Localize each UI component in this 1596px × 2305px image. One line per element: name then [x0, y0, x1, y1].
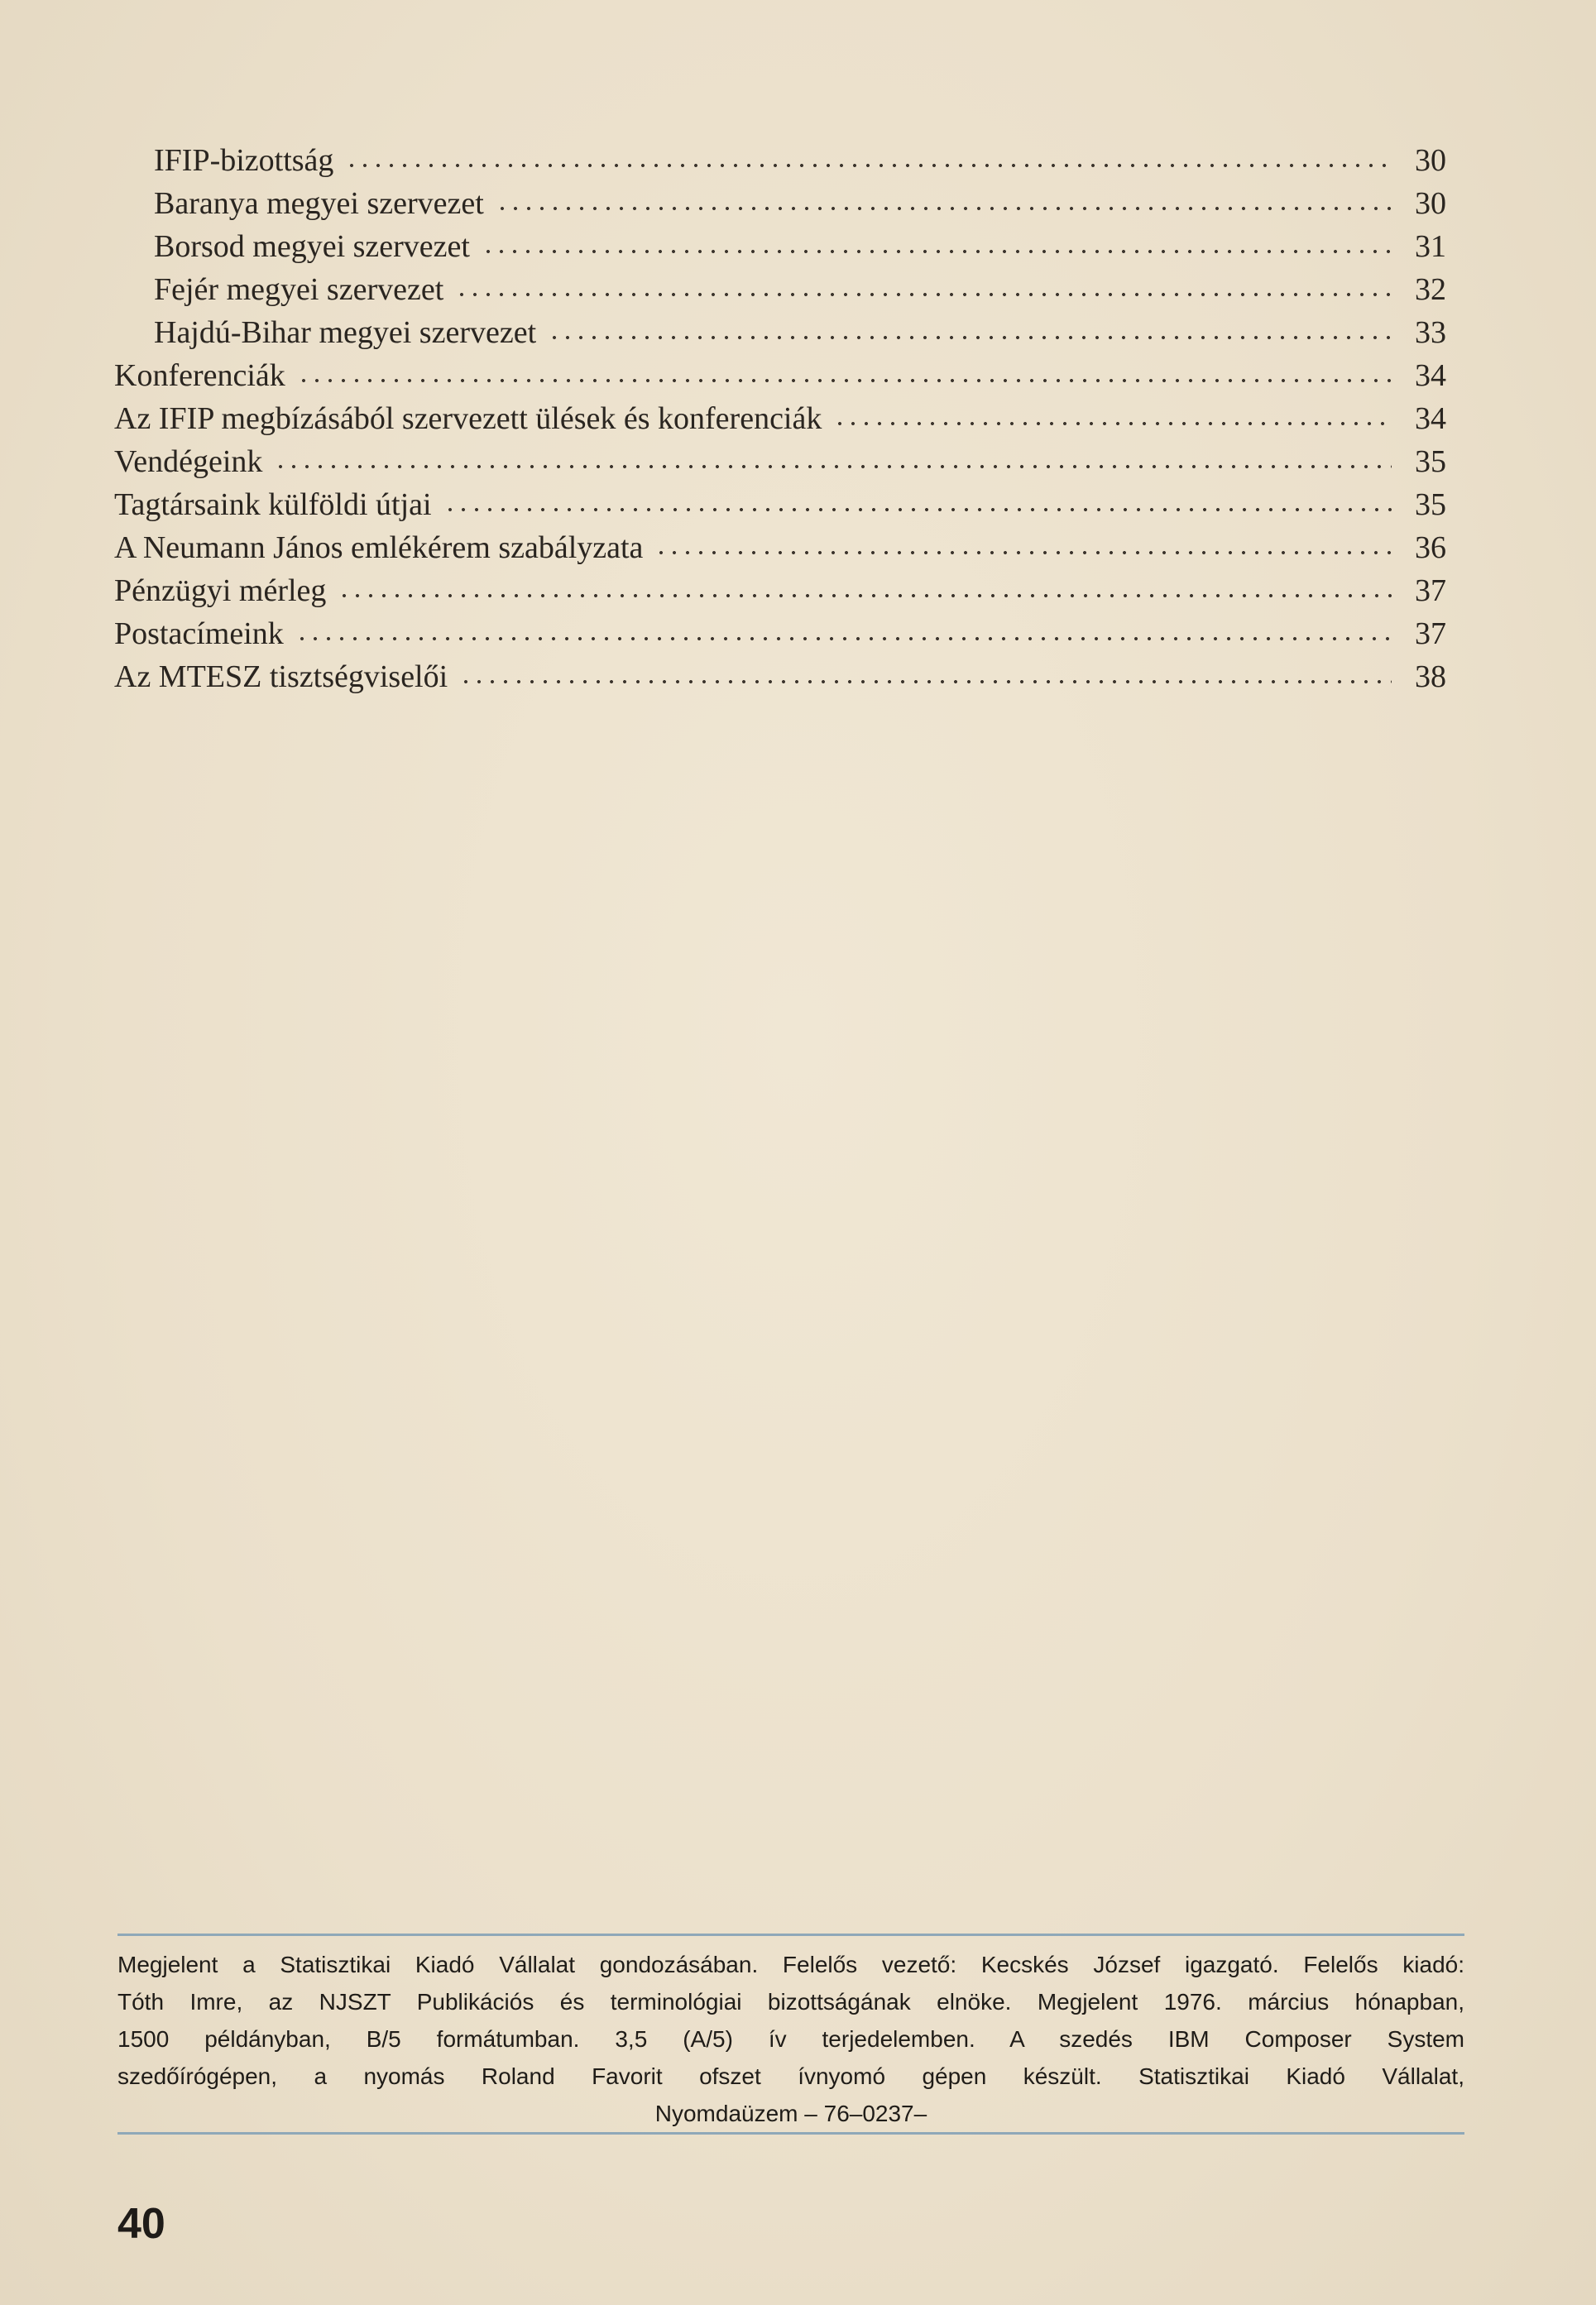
toc-entry-page: 33 — [1415, 315, 1446, 350]
toc-entry-title: Az MTESZ tisztségviselői — [114, 659, 448, 694]
dot-leader — [459, 678, 1392, 685]
toc-entry-page: 36 — [1415, 530, 1446, 565]
dot-leader — [295, 635, 1392, 642]
toc-entry — [114, 526, 1446, 569]
colophon-line: szedőírógépen, a nyomás Roland Favorit ofszet ívnyomó gépen készült. Statisztikai Kiadó Vállalat, — [117, 2063, 1464, 2089]
colophon-line: Megjelent a Statisztikai Kiadó Vállalat gondozásában. Felelős vezető: Kecskés József igazgató. Felelős kiadó: — [117, 1952, 1464, 1977]
dot-leader — [455, 291, 1392, 298]
toc-entry — [114, 139, 1446, 182]
toc-entry — [114, 311, 1446, 354]
toc-entry-title: Vendégeink — [114, 444, 263, 479]
toc-entry-title: Postacímeink — [114, 616, 284, 651]
toc-entry-title: Baranya megyei szervezet — [154, 186, 484, 221]
toc-entry-page: 30 — [1415, 143, 1446, 178]
toc-entry-page: 31 — [1415, 229, 1446, 264]
colophon — [117, 1946, 1464, 2132]
toc-entry-title: Tagtársaink külföldi útjai — [114, 487, 432, 522]
table-of-contents — [114, 139, 1446, 698]
toc-entry-title: Borsod megyei szervezet — [154, 229, 470, 264]
toc-entry-page: 37 — [1415, 616, 1446, 651]
toc-entry — [114, 483, 1446, 526]
toc-entry-title: IFIP-bizottság — [154, 143, 334, 178]
colophon-line: Nyomdaüzem – 76–0237– — [654, 2101, 927, 2126]
toc-entry — [114, 569, 1446, 612]
toc-entry-title: A Neumann János emlékérem szabályzata — [114, 530, 644, 565]
toc-entry — [114, 655, 1446, 698]
dot-leader — [654, 549, 1392, 556]
dot-leader — [496, 205, 1392, 212]
toc-entry-page: 34 — [1415, 358, 1446, 393]
toc-entry — [114, 612, 1446, 655]
toc-entry-title: Hajdú-Bihar megyei szervezet — [154, 315, 537, 350]
dot-leader — [345, 162, 1392, 169]
toc-entry — [114, 182, 1446, 225]
dot-leader — [338, 592, 1392, 599]
toc-entry-title: Pénzügyi mérleg — [114, 573, 327, 608]
toc-entry-page: 30 — [1415, 186, 1446, 221]
colophon-line: 1500 példányban, B/5 formátumban. 3,5 (A/5) ív terjedelemben. A szedés IBM Composer System — [117, 2026, 1464, 2052]
colophon-line: Tóth Imre, az NJSZT Publikációs és terminológiai bizottságának elnöke. Megjelent 1976. március hónapban, — [117, 1989, 1464, 2015]
toc-entry-page: 34 — [1415, 401, 1446, 436]
toc-entry — [114, 268, 1446, 311]
page-number: 40 — [117, 2200, 165, 2248]
colophon-bottom-rule — [117, 2132, 1464, 2135]
dot-leader — [482, 248, 1392, 255]
dot-leader — [548, 334, 1392, 341]
toc-entry-page: 38 — [1415, 659, 1446, 694]
toc-entry-page: 35 — [1415, 444, 1446, 479]
dot-leader — [443, 506, 1392, 513]
toc-entry-page: 37 — [1415, 573, 1446, 608]
colophon-top-rule — [117, 1934, 1464, 1936]
toc-entry-title: Fejér megyei szervezet — [154, 272, 444, 307]
toc-entry-title: Az IFIP megbízásából szervezett ülések és konferenciák — [114, 401, 822, 436]
toc-entry — [114, 397, 1446, 440]
dot-leader — [833, 420, 1392, 427]
toc-entry-page: 35 — [1415, 487, 1446, 522]
toc-entry — [114, 440, 1446, 483]
toc-entry-title: Konferenciák — [114, 358, 285, 393]
dot-leader — [297, 377, 1392, 384]
toc-entry — [114, 225, 1446, 268]
toc-entry-page: 32 — [1415, 272, 1446, 307]
dot-leader — [274, 463, 1392, 470]
toc-entry — [114, 354, 1446, 397]
